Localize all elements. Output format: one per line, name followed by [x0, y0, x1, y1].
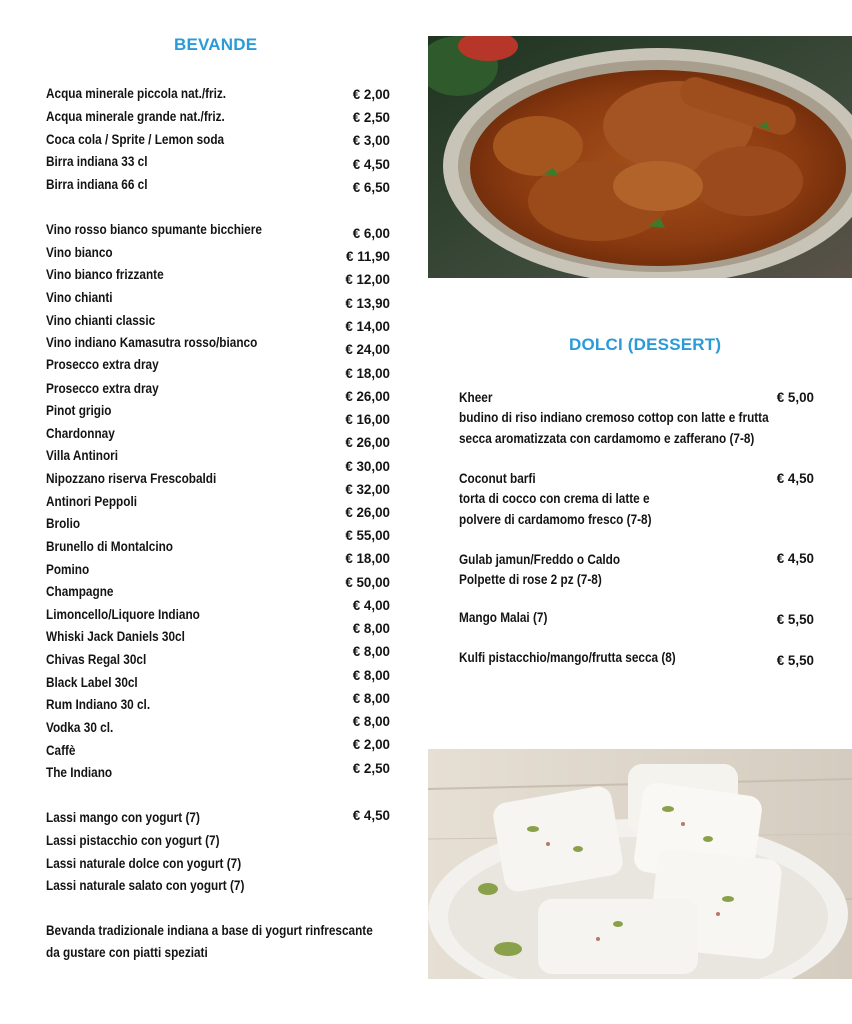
- drink-price: € 55,00: [345, 528, 390, 543]
- drink-name: Champagne: [46, 584, 114, 599]
- drink-price: € 30,00: [345, 459, 390, 474]
- drink-price: € 26,00: [345, 505, 390, 520]
- drink-price: € 8,00: [352, 644, 390, 659]
- drink-price: € 24,00: [345, 342, 390, 357]
- drink-name: Prosecco extra dray: [46, 381, 159, 396]
- drink-name: Vino bianco: [46, 245, 113, 260]
- drink-price: € 2,00: [352, 87, 390, 102]
- drink-name: Birra indiana 33 cl: [46, 154, 148, 169]
- drink-name: Lassi pistacchio con yogurt (7): [46, 833, 220, 848]
- drink-name: Caffè: [46, 743, 76, 758]
- drink-name: Vino rosso bianco spumante bicchiere: [46, 222, 262, 237]
- drink-price: € 14,00: [345, 319, 390, 334]
- drink-name: Lassi naturale dolce con yogurt (7): [46, 856, 242, 871]
- lassi-note-line: Bevanda tradizionale indiana a base di yogurt rinfrescante: [46, 923, 373, 938]
- drink-price: € 6,00: [352, 226, 390, 241]
- dessert-price: € 5,50: [776, 653, 814, 668]
- drink-name: Vodka 30 cl.: [46, 720, 114, 735]
- dessert-name: Coconut barfi: [459, 471, 536, 486]
- drink-price: € 26,00: [345, 389, 390, 404]
- barfi-photo: [428, 749, 852, 979]
- drink-name: Rum Indiano 30 cl.: [46, 697, 151, 712]
- dessert-description: torta di cocco con crema di latte e: [459, 491, 650, 506]
- drink-name: Vino chianti classic: [46, 313, 156, 328]
- drink-name: Prosecco extra dray: [46, 357, 159, 372]
- drink-price: € 16,00: [345, 412, 390, 427]
- drink-price: € 2,50: [352, 761, 390, 776]
- drink-price: € 8,00: [352, 668, 390, 683]
- drink-price: € 18,00: [345, 551, 390, 566]
- dessert-name: Kheer: [459, 390, 493, 405]
- drink-price: € 50,00: [345, 575, 390, 590]
- desserts-title: DOLCI (DESSERT): [569, 335, 722, 354]
- drink-price: € 32,00: [345, 482, 390, 497]
- drink-name: Black Label 30cl: [46, 675, 138, 690]
- drink-name: Chivas Regal 30cl: [46, 652, 147, 667]
- dessert-name: Mango Malai (7): [459, 610, 548, 625]
- dessert-description: budino di riso indiano cremoso cottop con latte e frutta: [459, 410, 769, 425]
- dessert-description: polvere di cardamomo fresco (7-8): [459, 512, 652, 527]
- dessert-price: € 5,50: [776, 612, 814, 627]
- drink-name: Pinot grigio: [46, 403, 112, 418]
- drink-price: € 4,50: [352, 808, 390, 823]
- drink-name: Nipozzano riserva Frescobaldi: [46, 471, 217, 486]
- lassi-note-line: da gustare con piatti speziati: [46, 945, 208, 960]
- drink-name: Limoncello/Liquore Indiano: [46, 607, 200, 622]
- drink-name: Brolio: [46, 516, 81, 531]
- dessert-description: Polpette di rose 2 pz (7-8): [459, 572, 602, 587]
- drink-price: € 8,00: [352, 691, 390, 706]
- dessert-name: Gulab jamun/Freddo o Caldo: [459, 552, 621, 567]
- drink-name: Antinori Peppoli: [46, 494, 137, 509]
- dessert-price: € 5,00: [776, 390, 814, 405]
- drink-price: € 11,90: [346, 249, 390, 264]
- dessert-description: secca aromatizzata con cardamomo e zafferano (7-8): [459, 431, 755, 446]
- drink-name: Acqua minerale piccola nat./friz.: [46, 86, 227, 101]
- drink-price: € 26,00: [345, 435, 390, 450]
- drink-price: € 8,00: [352, 714, 390, 729]
- drink-name: The Indiano: [46, 765, 113, 780]
- drink-price: € 6,50: [352, 180, 390, 195]
- drinks-title: BEVANDE: [174, 35, 258, 54]
- drink-name: Pomino: [46, 562, 90, 577]
- drink-name: Vino chianti: [46, 290, 113, 305]
- drink-name: Coca cola / Sprite / Lemon soda: [46, 132, 225, 147]
- dessert-name: Kulfi pistacchio/mango/frutta secca (8): [459, 650, 676, 665]
- drink-name: Birra indiana 66 cl: [46, 177, 148, 192]
- drink-name: Acqua minerale grande nat./friz.: [46, 109, 225, 124]
- dessert-price: € 4,50: [776, 551, 814, 566]
- drink-name: Vino indiano Kamasutra rosso/bianco: [46, 335, 258, 350]
- dessert-price: € 4,50: [776, 471, 814, 486]
- drink-price: € 13,90: [345, 296, 390, 311]
- drink-price: € 2,00: [352, 737, 390, 752]
- drink-name: Lassi naturale salato con yogurt (7): [46, 878, 245, 893]
- drink-name: Chardonnay: [46, 426, 115, 441]
- drink-price: € 8,00: [352, 621, 390, 636]
- drink-price: € 3,00: [352, 133, 390, 148]
- drink-price: € 4,00: [352, 598, 390, 613]
- drink-price: € 18,00: [345, 366, 390, 381]
- drink-name: Brunello di Montalcino: [46, 539, 174, 554]
- drink-name: Villa Antinori: [46, 448, 119, 463]
- drink-price: € 2,50: [352, 110, 390, 125]
- drink-name: Lassi mango con yogurt (7): [46, 810, 200, 825]
- drink-name: Whiski Jack Daniels 30cl: [46, 629, 185, 644]
- drink-price: € 12,00: [345, 272, 390, 287]
- drink-name: Vino bianco frizzante: [46, 267, 164, 282]
- drink-price: € 4,50: [352, 157, 390, 172]
- curry-photo: [428, 36, 852, 278]
